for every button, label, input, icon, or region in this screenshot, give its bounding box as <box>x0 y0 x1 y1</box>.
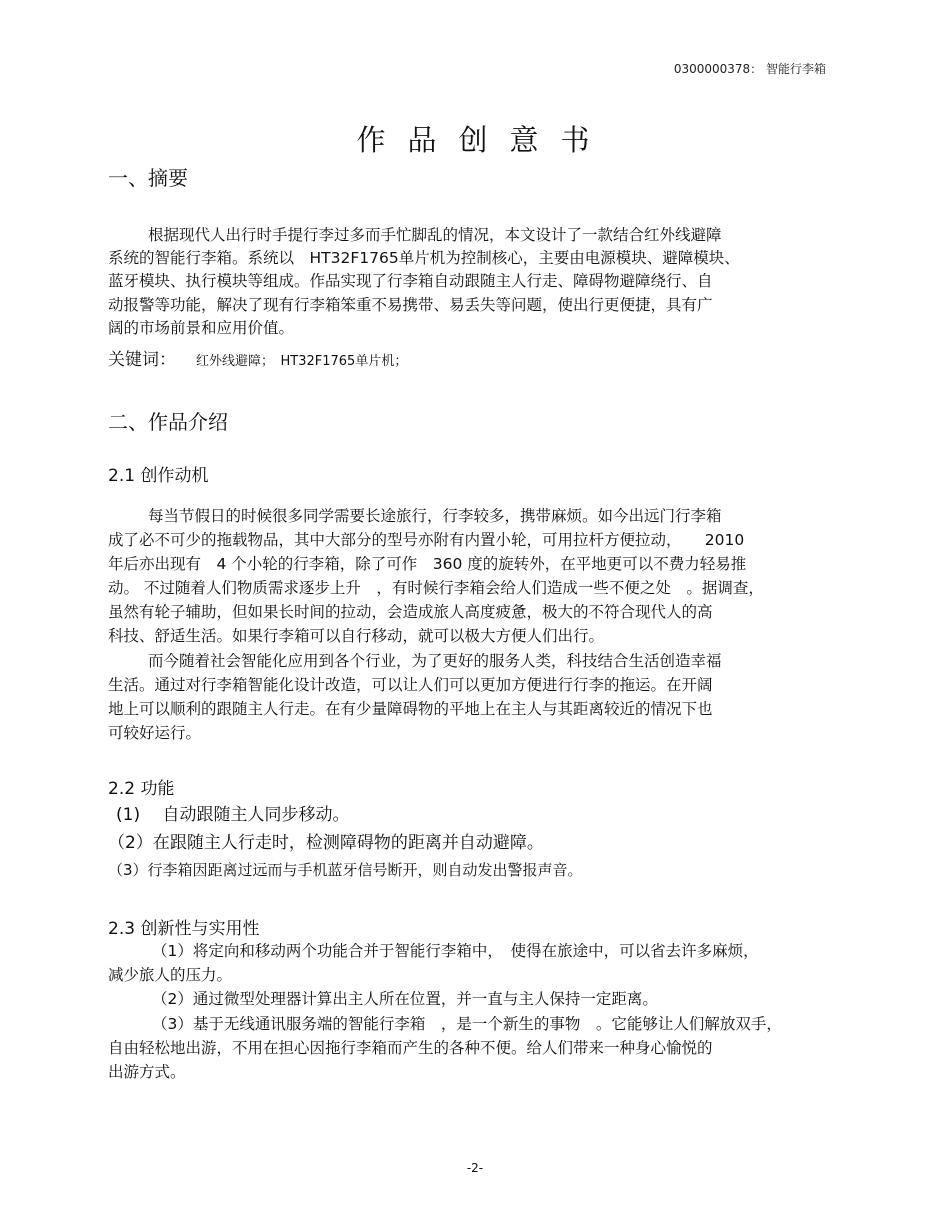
innovation-line: 出游方式。 <box>108 1063 186 1081</box>
keywords-value: 红外线避障； HT32F1765单片机； <box>196 354 408 369</box>
page-header: 0300000378： 智能行李箱 <box>673 62 826 76</box>
abstract-line: 动报警等功能，解决了现有行李箱笨重不易携带、易丢失等问题，使出行更便捷，具有广 <box>108 296 713 314</box>
motivation-line: 虽然有轮子辅助，但如果长时间的拉动，会造成旅人高度疲惫，极大的不符合现代人的高 <box>108 603 713 621</box>
function-item: (1) 自动跟随主人同步移动。 <box>116 805 350 825</box>
motivation-line: 科技、舒适生活。如果行李箱可以自行移动，就可以极大方便人们出行。 <box>108 627 605 645</box>
motivation-line: 而今随着社会智能化应用到各个行业，为了更好的服务人类，科技结合生活创造幸福 <box>148 652 722 670</box>
innovation-line: （2）通过微型处理器计算出主人所在位置，并一直与主人保持一定距离。 <box>152 990 658 1008</box>
motivation-line: 可较好运行。 <box>108 724 202 742</box>
subsection-heading-motivation: 2.1 创作动机 <box>108 466 209 486</box>
innovation-line: （3）基于无线通讯服务端的智能行李箱 ，是一个新生的事物 。它能够让人们解放双手， <box>152 1015 782 1033</box>
function-item: （2）在跟随主人行走时，检测障碍物的距离并自动避障。 <box>108 833 544 853</box>
motivation-line: 成了必不可少的拖载物品，其中大部分的型号亦附有内置小轮，可用拉杆方便拉动， 2010 <box>108 531 745 549</box>
innovation-line: 减少旅人的压力。 <box>108 966 233 984</box>
abstract-line: 系统的智能行李箱。系统以 HT32F1765单片机为控制核心，主要由电源模块、避障模块、 <box>108 249 740 267</box>
document-title: 作品创意书 <box>356 123 612 157</box>
subsection-heading-innovation: 2.3 创新性与实用性 <box>108 919 260 939</box>
abstract-line: 阔的市场前景和应用价值。 <box>108 319 295 337</box>
innovation-line: （1）将定向和移动两个功能合并于智能行李箱中， 使得在旅途中，可以省去许多麻烦， <box>152 942 759 960</box>
motivation-line: 地上可以顺利的跟随主人行走。在有少量障碍物的平地上在主人与其距离较近的情况下也 <box>108 700 713 718</box>
motivation-line: 年后亦出现有 4 个小轮的行李箱，除了可作 360 度的旋转外，在平地更可以不费力轻易推 <box>108 555 747 573</box>
subsection-heading-functions: 2.2 功能 <box>108 779 175 799</box>
section-heading-abstract: 一、摘要 <box>108 166 188 190</box>
function-item: （3）行李箱因距离过远而与手机蓝牙信号断开，则自动发出警报声音。 <box>108 861 583 879</box>
innovation-line: 自由轻松地出游，不用在担心因拖行李箱而产生的各种不便。给人们带来一种身心愉悦的 <box>108 1039 713 1057</box>
section-heading-intro: 二、作品介绍 <box>108 410 228 434</box>
keywords-label: 关键词： <box>108 350 176 370</box>
motivation-line: 生活。通过对行李箱智能化设计改造，可以让人们可以更加方便进行行李的拖运。在开阔 <box>108 676 713 694</box>
abstract-line: 蓝牙模块、执行模块等组成。作品实现了行李箱自动跟随主人行走、障碍物避障绕行、自 <box>108 272 713 290</box>
page-number: -2- <box>466 1161 484 1175</box>
motivation-line: 每当节假日的时候很多同学需要长途旅行，行李较多，携带麻烦。如今出远门行李箱 <box>148 507 722 525</box>
abstract-line: 根据现代人出行时手提行李过多而手忙脚乱的情况，本文设计了一款结合红外线避障 <box>148 226 722 244</box>
motivation-line: 动。 不过随着人们物质需求逐步上升 ，有时候行李箱会给人们造成一些不便之处 。据调查， <box>108 579 764 597</box>
